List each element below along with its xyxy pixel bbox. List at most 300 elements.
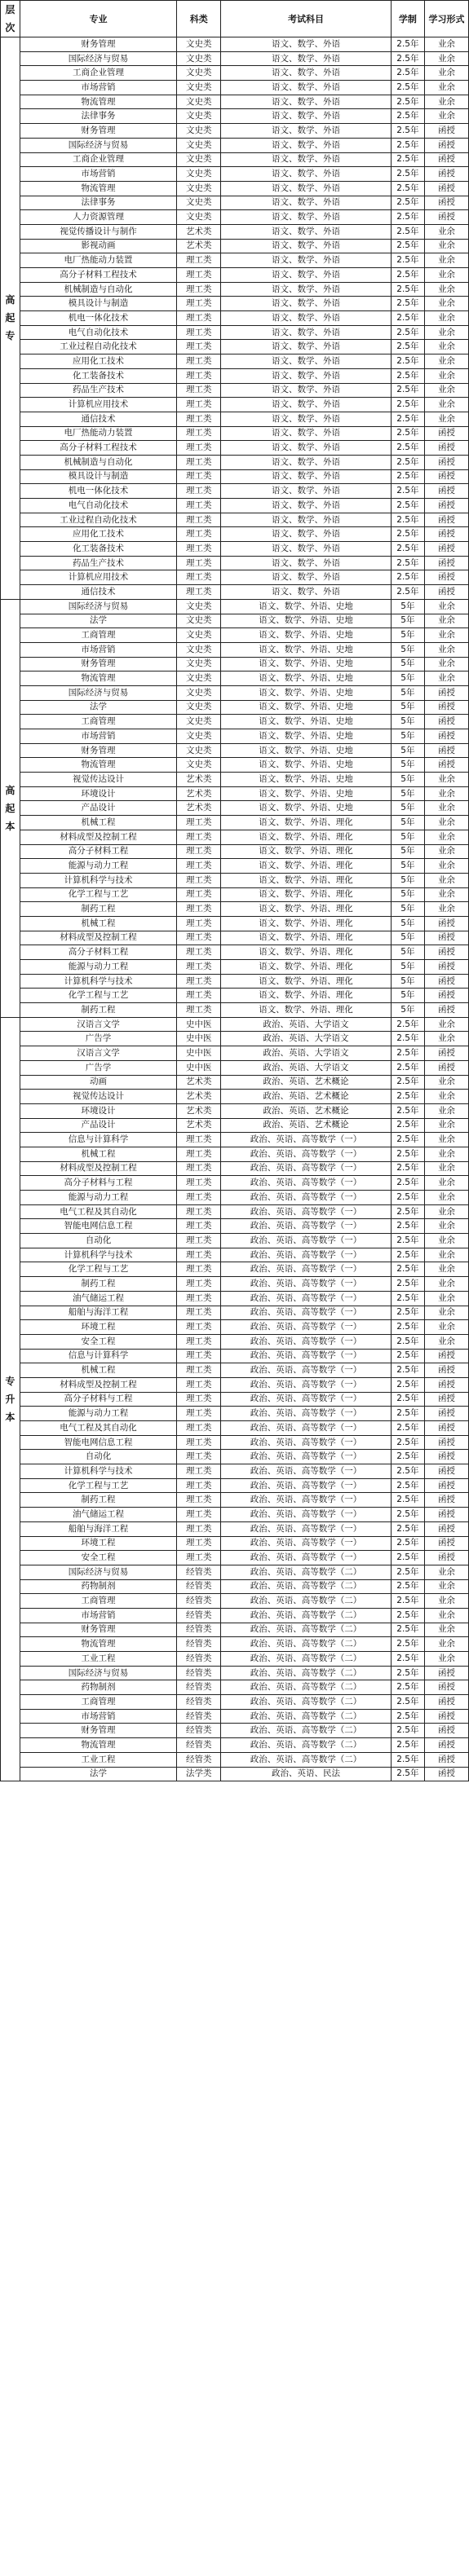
mode-cell: 业余 [424, 1565, 468, 1579]
duration-cell: 2.5年 [391, 1320, 424, 1335]
mode-cell: 函授 [424, 1767, 468, 1781]
subjects-cell: 语文、数学、外语 [221, 181, 392, 196]
duration-cell: 2.5年 [391, 124, 424, 139]
category-cell: 理工类 [177, 830, 221, 844]
mode-cell: 业余 [424, 1306, 468, 1320]
subjects-cell: 语文、数学、外语 [221, 152, 392, 167]
mode-cell: 函授 [424, 1363, 468, 1378]
subjects-cell: 语文、数学、外语 [221, 570, 392, 585]
mode-cell: 业余 [424, 325, 468, 340]
category-cell: 经管类 [177, 1579, 221, 1594]
subjects-cell: 语文、数学、外语 [221, 556, 392, 570]
major-cell: 环境工程 [20, 1536, 176, 1551]
category-cell: 经管类 [177, 1709, 221, 1724]
category-cell: 理工类 [177, 455, 221, 469]
subjects-cell: 语文、数学、外语 [221, 124, 392, 139]
major-cell: 物流管理 [20, 181, 176, 196]
mode-cell: 业余 [424, 412, 468, 426]
duration-cell: 2.5年 [391, 455, 424, 469]
mode-cell: 业余 [424, 657, 468, 672]
mode-cell: 业余 [424, 859, 468, 874]
table-row [1, 1392, 469, 1407]
mode-cell: 函授 [424, 700, 468, 715]
subjects-cell: 语文、数学、外语、理化 [221, 873, 392, 887]
category-cell: 艺术类 [177, 1090, 221, 1104]
category-cell: 理工类 [177, 542, 221, 557]
category-cell: 史中医 [177, 1017, 221, 1032]
table-row [1, 81, 469, 95]
major-cell: 广告学 [20, 1060, 176, 1075]
subjects-cell: 政治、英语、高等数学（二） [221, 1666, 392, 1680]
major-cell: 法律事务 [20, 196, 176, 210]
major-cell: 工业工程 [20, 1652, 176, 1667]
mode-cell: 函授 [424, 499, 468, 513]
category-cell: 理工类 [177, 1306, 221, 1320]
category-cell: 理工类 [177, 484, 221, 499]
duration-cell: 2.5年 [391, 1565, 424, 1579]
major-cell: 安全工程 [20, 1334, 176, 1349]
duration-cell: 2.5年 [391, 1623, 424, 1637]
mode-cell: 函授 [424, 181, 468, 196]
major-cell: 财务管理 [20, 1623, 176, 1637]
subjects-cell: 语文、数学、外语 [221, 585, 392, 600]
duration-cell: 2.5年 [391, 1493, 424, 1508]
mode-cell: 业余 [424, 1176, 468, 1191]
major-cell: 电气自动化技术 [20, 499, 176, 513]
category-cell: 艺术类 [177, 786, 221, 801]
duration-cell: 2.5年 [391, 1176, 424, 1191]
mode-cell: 函授 [424, 1450, 468, 1464]
subjects-cell: 政治、英语、高等数学（一） [221, 1551, 392, 1565]
table-row [1, 989, 469, 1003]
table-row [1, 124, 469, 139]
subjects-cell: 政治、英语、高等数学（一） [221, 1521, 392, 1536]
subjects-cell: 政治、英语、高等数学（二） [221, 1738, 392, 1753]
mode-cell: 业余 [424, 1277, 468, 1292]
subjects-cell: 政治、英语、高等数学（一） [221, 1320, 392, 1335]
duration-cell: 5年 [391, 902, 424, 917]
mode-cell: 业余 [424, 282, 468, 297]
major-cell: 计算机应用技术 [20, 570, 176, 585]
major-cell: 电气自动化技术 [20, 325, 176, 340]
subjects-cell: 政治、英语、高等数学（一） [221, 1161, 392, 1176]
category-cell: 文史类 [177, 81, 221, 95]
duration-cell: 2.5年 [391, 1103, 424, 1118]
duration-cell: 5年 [391, 873, 424, 887]
subjects-cell: 政治、英语、高等数学（二） [221, 1752, 392, 1767]
category-cell: 理工类 [177, 282, 221, 297]
subjects-cell: 语文、数学、外语、理化 [221, 931, 392, 945]
category-cell: 理工类 [177, 902, 221, 917]
subjects-cell: 政治、英语、高等数学（一） [221, 1435, 392, 1450]
duration-cell: 2.5年 [391, 37, 424, 52]
table-row [1, 945, 469, 960]
mode-cell: 业余 [424, 224, 468, 239]
duration-cell: 2.5年 [391, 383, 424, 398]
major-cell: 船舶与海洋工程 [20, 1521, 176, 1536]
major-cell: 信息与计算科学 [20, 1133, 176, 1147]
table-row [1, 95, 469, 109]
duration-cell: 2.5年 [391, 412, 424, 426]
subjects-cell: 语文、数学、外语、理化 [221, 974, 392, 989]
subjects-cell: 政治、英语、高等数学（一） [221, 1204, 392, 1219]
table-row [1, 66, 469, 81]
table-row [1, 325, 469, 340]
category-cell: 文史类 [177, 181, 221, 196]
mode-cell: 函授 [424, 1421, 468, 1436]
table-row [1, 1767, 469, 1781]
category-cell: 文史类 [177, 743, 221, 758]
duration-cell: 5年 [391, 816, 424, 830]
major-cell: 视觉传达设计 [20, 1090, 176, 1104]
mode-cell: 函授 [424, 1493, 468, 1508]
category-cell: 理工类 [177, 1536, 221, 1551]
table-row [1, 1623, 469, 1637]
category-cell: 理工类 [177, 1363, 221, 1378]
duration-cell: 2.5年 [391, 109, 424, 124]
subjects-cell: 语文、数学、外语、理化 [221, 1003, 392, 1018]
mode-cell: 业余 [424, 873, 468, 887]
duration-cell: 2.5年 [391, 1478, 424, 1493]
table-row [1, 1118, 469, 1133]
category-cell: 理工类 [177, 1262, 221, 1277]
major-cell: 计算机科学与技术 [20, 873, 176, 887]
mode-cell: 函授 [424, 556, 468, 570]
mode-cell: 函授 [424, 1046, 468, 1061]
table-row [1, 1306, 469, 1320]
major-cell: 国际经济与贸易 [20, 599, 176, 614]
subjects-cell: 语文、数学、外语 [221, 527, 392, 542]
category-cell: 文史类 [177, 138, 221, 152]
duration-cell: 2.5年 [391, 66, 424, 81]
mode-cell: 业余 [424, 95, 468, 109]
major-cell: 化学工程与工艺 [20, 1478, 176, 1493]
mode-cell: 函授 [424, 989, 468, 1003]
duration-cell: 2.5年 [391, 1752, 424, 1767]
table-row [1, 672, 469, 686]
subjects-cell: 政治、英语、艺术概论 [221, 1118, 392, 1133]
duration-cell: 2.5年 [391, 354, 424, 369]
subjects-cell: 语文、数学、外语、史地 [221, 729, 392, 744]
major-cell: 能源与动力工程 [20, 1407, 176, 1421]
table-row [1, 657, 469, 672]
subjects-cell: 语文、数学、外语 [221, 412, 392, 426]
major-cell: 机械工程 [20, 1363, 176, 1378]
major-cell: 高分子材料与工程 [20, 1176, 176, 1191]
duration-cell: 2.5年 [391, 95, 424, 109]
category-cell: 文史类 [177, 599, 221, 614]
table-row [1, 786, 469, 801]
major-cell: 工商企业管理 [20, 152, 176, 167]
duration-cell: 5年 [391, 960, 424, 975]
category-cell: 理工类 [177, 556, 221, 570]
duration-cell: 2.5年 [391, 1060, 424, 1075]
subjects-cell: 语文、数学、外语、史地 [221, 657, 392, 672]
category-cell: 法学类 [177, 1767, 221, 1781]
duration-cell: 5年 [391, 743, 424, 758]
mode-cell: 函授 [424, 542, 468, 557]
mode-cell: 函授 [424, 441, 468, 456]
duration-cell: 5年 [391, 801, 424, 816]
subjects-cell: 政治、英语、高等数学（一） [221, 1234, 392, 1248]
duration-cell: 2.5年 [391, 1161, 424, 1176]
table-row [1, 1680, 469, 1695]
category-cell: 文史类 [177, 37, 221, 52]
category-cell: 理工类 [177, 412, 221, 426]
mode-cell: 业余 [424, 253, 468, 268]
category-cell: 文史类 [177, 124, 221, 139]
table-row [1, 1075, 469, 1090]
duration-cell: 2.5年 [391, 368, 424, 383]
mode-cell: 函授 [424, 469, 468, 484]
category-cell: 理工类 [177, 570, 221, 585]
duration-cell: 5年 [391, 599, 424, 614]
mode-cell: 函授 [424, 1392, 468, 1407]
mode-cell: 函授 [424, 729, 468, 744]
major-cell: 机械制造与自动化 [20, 282, 176, 297]
category-cell: 文史类 [177, 95, 221, 109]
table-row [1, 816, 469, 830]
table-row [1, 426, 469, 441]
table-row [1, 1234, 469, 1248]
mode-cell: 函授 [424, 1709, 468, 1724]
category-cell: 文史类 [177, 66, 221, 81]
major-cell: 电气工程及其自动化 [20, 1204, 176, 1219]
category-cell: 理工类 [177, 844, 221, 859]
category-cell: 理工类 [177, 1407, 221, 1421]
major-cell: 药物制剂 [20, 1579, 176, 1594]
subjects-cell: 政治、英语、高等数学（一） [221, 1219, 392, 1234]
table-row [1, 628, 469, 643]
subjects-cell: 政治、英语、高等数学（一） [221, 1363, 392, 1378]
duration-cell: 2.5年 [391, 441, 424, 456]
category-cell: 艺术类 [177, 801, 221, 816]
table-row [1, 1724, 469, 1738]
duration-cell: 5年 [391, 614, 424, 628]
major-cell: 产品设计 [20, 1118, 176, 1133]
duration-cell: 5年 [391, 887, 424, 902]
duration-cell: 2.5年 [391, 297, 424, 311]
mode-cell: 函授 [424, 715, 468, 729]
table-row [1, 1262, 469, 1277]
subjects-cell: 政治、英语、高等数学（一） [221, 1536, 392, 1551]
duration-cell: 5年 [391, 989, 424, 1003]
mode-cell: 函授 [424, 960, 468, 975]
table-row [1, 844, 469, 859]
duration-cell: 2.5年 [391, 1306, 424, 1320]
mode-cell: 函授 [424, 124, 468, 139]
major-cell: 工业过程自动化技术 [20, 340, 176, 354]
duration-cell: 2.5年 [391, 1075, 424, 1090]
mode-cell: 函授 [424, 916, 468, 931]
mode-cell: 业余 [424, 672, 468, 686]
duration-cell: 2.5年 [391, 138, 424, 152]
header-major: 专业 [20, 1, 176, 37]
table-row [1, 1407, 469, 1421]
table-row [1, 1709, 469, 1724]
category-cell: 文史类 [177, 196, 221, 210]
table-row [1, 484, 469, 499]
table-row [1, 1478, 469, 1493]
header-mode: 学习形式 [424, 1, 468, 37]
major-cell: 影视动画 [20, 239, 176, 253]
subjects-cell: 语文、数学、外语、史地 [221, 758, 392, 773]
duration-cell: 2.5年 [391, 1666, 424, 1680]
major-cell: 广告学 [20, 1032, 176, 1046]
category-cell: 理工类 [177, 1392, 221, 1407]
major-cell: 化工装备技术 [20, 368, 176, 383]
mode-cell: 函授 [424, 931, 468, 945]
category-cell: 理工类 [177, 340, 221, 354]
mode-cell: 函授 [424, 1680, 468, 1695]
duration-cell: 2.5年 [391, 499, 424, 513]
category-cell: 理工类 [177, 297, 221, 311]
table-row [1, 224, 469, 239]
category-cell: 史中医 [177, 1046, 221, 1061]
mode-cell: 函授 [424, 1551, 468, 1565]
major-cell: 材料成型及控制工程 [20, 830, 176, 844]
mode-cell: 业余 [424, 902, 468, 917]
mode-cell: 业余 [424, 599, 468, 614]
table-row [1, 773, 469, 787]
mode-cell: 业余 [424, 1161, 468, 1176]
duration-cell: 2.5年 [391, 1508, 424, 1522]
table-row [1, 282, 469, 297]
major-cell: 法学 [20, 1767, 176, 1781]
category-cell: 理工类 [177, 1003, 221, 1018]
category-cell: 文史类 [177, 614, 221, 628]
duration-cell: 2.5年 [391, 1046, 424, 1061]
table-row [1, 196, 469, 210]
category-cell: 理工类 [177, 1450, 221, 1464]
subjects-cell: 语文、数学、外语 [221, 311, 392, 326]
major-cell: 物流管理 [20, 758, 176, 773]
table-row [1, 974, 469, 989]
major-cell: 机电一体化技术 [20, 484, 176, 499]
mode-cell: 业余 [424, 368, 468, 383]
category-cell: 理工类 [177, 1478, 221, 1493]
table-row [1, 469, 469, 484]
table-row [1, 1003, 469, 1018]
subjects-cell: 语文、数学、外语、史地 [221, 801, 392, 816]
header-category: 科类 [177, 1, 221, 37]
major-cell: 通信技术 [20, 585, 176, 600]
duration-cell: 2.5年 [391, 513, 424, 527]
duration-cell: 2.5年 [391, 81, 424, 95]
duration-cell: 2.5年 [391, 556, 424, 570]
category-cell: 理工类 [177, 1421, 221, 1436]
duration-cell: 2.5年 [391, 1695, 424, 1710]
subjects-cell: 语文、数学、外语、史地 [221, 786, 392, 801]
subjects-cell: 语文、数学、外语、史地 [221, 700, 392, 715]
subjects-cell: 语文、数学、外语 [221, 383, 392, 398]
subjects-cell: 语文、数学、外语 [221, 484, 392, 499]
major-cell: 安全工程 [20, 1551, 176, 1565]
duration-cell: 2.5年 [391, 1392, 424, 1407]
mode-cell: 业余 [424, 642, 468, 657]
subjects-cell: 语文、数学、外语 [221, 340, 392, 354]
major-cell: 制药工程 [20, 902, 176, 917]
category-cell: 史中医 [177, 1032, 221, 1046]
category-cell: 艺术类 [177, 1118, 221, 1133]
subjects-cell: 政治、英语、艺术概论 [221, 1090, 392, 1104]
mode-cell: 业余 [424, 1032, 468, 1046]
major-cell: 化学工程与工艺 [20, 1262, 176, 1277]
table-row [1, 268, 469, 283]
major-cell: 高分子材料工程 [20, 844, 176, 859]
mode-cell: 业余 [424, 773, 468, 787]
mode-cell: 函授 [424, 167, 468, 182]
header-row [1, 1, 469, 37]
table-row [1, 368, 469, 383]
mode-cell: 业余 [424, 81, 468, 95]
duration-cell: 2.5年 [391, 224, 424, 239]
duration-cell: 2.5年 [391, 1435, 424, 1450]
table-row [1, 527, 469, 542]
duration-cell: 5年 [391, 844, 424, 859]
subjects-cell: 政治、英语、民法 [221, 1767, 392, 1781]
major-cell: 电厂热能动力装置 [20, 253, 176, 268]
duration-cell: 2.5年 [391, 1536, 424, 1551]
duration-cell: 2.5年 [391, 1349, 424, 1363]
header-level: 层次 [1, 1, 20, 37]
category-cell: 文史类 [177, 758, 221, 773]
subjects-cell: 语文、数学、外语 [221, 66, 392, 81]
duration-cell: 2.5年 [391, 398, 424, 412]
major-cell: 应用化工技术 [20, 527, 176, 542]
subjects-cell: 政治、英语、高等数学（二） [221, 1709, 392, 1724]
mode-cell: 业余 [424, 1291, 468, 1306]
table-row [1, 1637, 469, 1652]
duration-cell: 2.5年 [391, 1594, 424, 1609]
subjects-cell: 语文、数学、外语、史地 [221, 715, 392, 729]
major-cell: 国际经济与贸易 [20, 51, 176, 66]
category-cell: 艺术类 [177, 773, 221, 787]
table-row [1, 743, 469, 758]
mode-cell: 函授 [424, 196, 468, 210]
major-cell: 材料成型及控制工程 [20, 1161, 176, 1176]
subjects-cell: 语文、数学、外语 [221, 398, 392, 412]
subjects-cell: 语文、数学、外语 [221, 268, 392, 283]
category-cell: 理工类 [177, 354, 221, 369]
subjects-cell: 语文、数学、外语、理化 [221, 916, 392, 931]
category-cell: 理工类 [177, 1234, 221, 1248]
mode-cell: 业余 [424, 1579, 468, 1594]
category-cell: 理工类 [177, 1191, 221, 1205]
mode-cell: 业余 [424, 844, 468, 859]
subjects-cell: 政治、英语、高等数学（一） [221, 1421, 392, 1436]
major-cell: 财务管理 [20, 657, 176, 672]
duration-cell: 2.5年 [391, 1219, 424, 1234]
duration-cell: 5年 [391, 672, 424, 686]
table-row [1, 642, 469, 657]
subjects-cell: 语文、数学、外语、史地 [221, 685, 392, 700]
subjects-cell: 政治、英语、高等数学（一） [221, 1262, 392, 1277]
table-row [1, 1363, 469, 1378]
category-cell: 理工类 [177, 1464, 221, 1479]
table-row [1, 239, 469, 253]
duration-cell: 5年 [391, 729, 424, 744]
mode-cell: 函授 [424, 974, 468, 989]
major-cell: 模具设计与制造 [20, 297, 176, 311]
header-subjects: 考试科目 [221, 1, 392, 37]
duration-cell: 2.5年 [391, 469, 424, 484]
table-row [1, 1147, 469, 1161]
subjects-cell: 语文、数学、外语、史地 [221, 599, 392, 614]
category-cell: 理工类 [177, 1551, 221, 1565]
mode-cell: 函授 [424, 1003, 468, 1018]
mode-cell: 业余 [424, 311, 468, 326]
